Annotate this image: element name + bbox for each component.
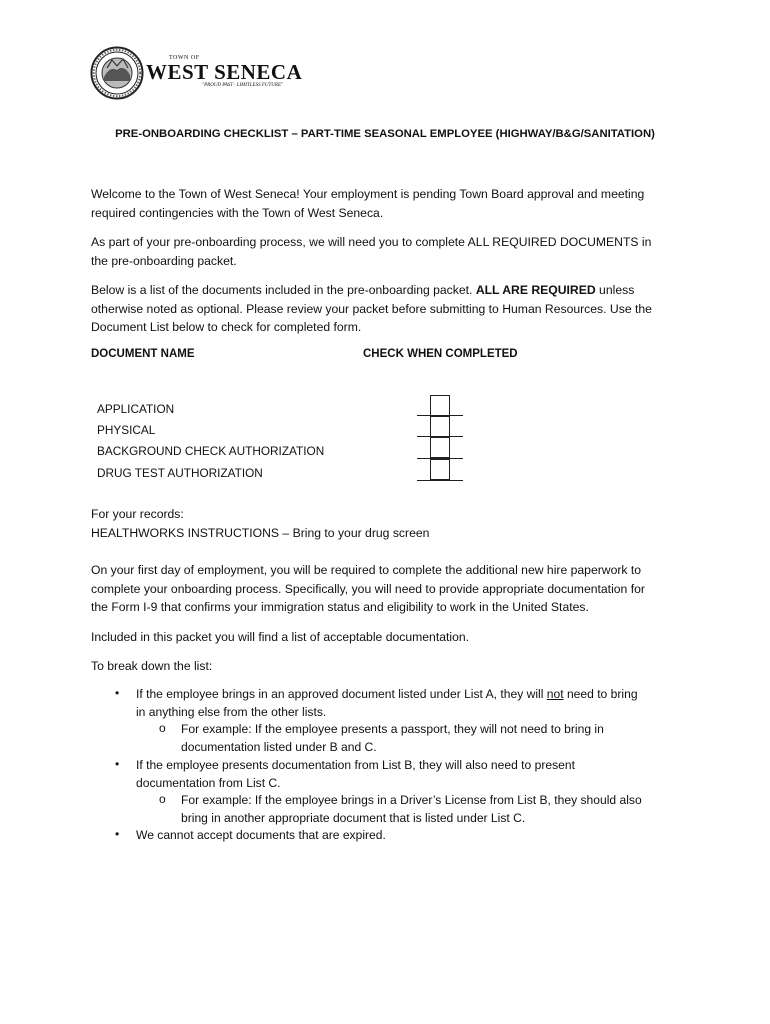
sub-bullet-marker: o bbox=[159, 792, 166, 806]
breakdown-intro: To break down the list: bbox=[91, 659, 213, 673]
document-title: PRE-ONBOARDING CHECKLIST – PART-TIME SEASONAL EMPLOYEE (HIGHWAY/B&G/SANITATION) bbox=[115, 128, 655, 140]
checkbox-background-check[interactable] bbox=[430, 437, 450, 458]
bullet-expired-documents: We cannot accept documents that are expired. bbox=[136, 828, 386, 842]
sub-bullet-drivers-license-example: For example: If the employee brings in a Driver’s License from List B, they should also bring in another appropriate document that is listed under List C. bbox=[181, 793, 642, 825]
all-required-emphasis: ALL ARE REQUIRED bbox=[475, 283, 596, 297]
checkbox-underline bbox=[417, 458, 463, 459]
sub-bullet-passport-example: For example: If the employee presents a passport, they will not need to bring in documentation listed under B and C. bbox=[181, 722, 604, 754]
welcome-line-2: required contingencies with the Town of West Seneca. bbox=[91, 205, 384, 220]
included-paragraph: Included in this packet you will find a list of acceptable documentation. bbox=[91, 630, 470, 644]
bullet-marker: • bbox=[115, 686, 120, 700]
sub-bullet-marker: o bbox=[159, 721, 166, 735]
first-day-paragraph bbox=[91, 561, 691, 617]
document-item-application: APPLICATION bbox=[97, 402, 175, 416]
preonboarding-paragraph bbox=[91, 233, 691, 270]
checkbox-physical[interactable] bbox=[430, 416, 450, 437]
document-item-drug-test: DRUG TEST AUTHORIZATION bbox=[97, 466, 263, 480]
first-day-line-3: the Form I-9 that confirms your immigration status and eligibility to work in the United States. bbox=[91, 600, 589, 614]
checkbox-underline bbox=[417, 480, 463, 481]
document-item-physical: PHYSICAL bbox=[97, 423, 156, 437]
preonboarding-line-1: As part of your pre-onboarding process, we will need you to complete ALL REQUIRED DOCUMENTS in bbox=[91, 235, 652, 249]
bullet-marker: • bbox=[115, 757, 120, 771]
logo-town-of: TOWN OF bbox=[169, 55, 200, 61]
first-day-line-2: complete your onboarding process. Specifically, you will need to provide appropriate documentation for bbox=[91, 581, 645, 596]
document-item-background-check: BACKGROUND CHECK AUTHORIZATION bbox=[97, 444, 325, 458]
checkbox-application[interactable] bbox=[430, 395, 450, 416]
not-emphasis: not bbox=[546, 687, 564, 701]
checkbox-underline bbox=[417, 415, 463, 416]
checkbox-drug-test[interactable] bbox=[430, 459, 450, 480]
bullet-list-a: If the employee brings in an approved document listed under List A, they will not need to bring in anything else from the other lists. bbox=[136, 687, 638, 719]
records-label: For your records: bbox=[91, 507, 184, 521]
checkbox-underline bbox=[417, 436, 463, 437]
documents-intro-line-1: Below is a list of the documents included in the pre-onboarding packet. ALL ARE REQUIRED unless bbox=[91, 283, 635, 297]
logo-tagline: "PROUD PAST · LIMITLESS FUTURE" bbox=[202, 83, 284, 88]
records-section bbox=[91, 505, 691, 542]
bullet-marker: • bbox=[115, 827, 120, 841]
preonboarding-line-2: the pre-onboarding packet. bbox=[91, 253, 237, 268]
logo-wordmark: WEST SENECA bbox=[146, 60, 303, 84]
bullet-list-b: If the employee presents documentation from List B, they will also need to present documentation from List C. bbox=[136, 758, 575, 790]
column-header-document-name: DOCUMENT NAME bbox=[91, 348, 195, 360]
town-seal-icon bbox=[90, 46, 144, 100]
records-item: HEALTHWORKS INSTRUCTIONS – Bring to your drug screen bbox=[91, 525, 430, 540]
column-header-check-when-completed: CHECK WHEN COMPLETED bbox=[363, 348, 518, 360]
documents-intro-line-2: otherwise noted as optional. Please review your packet before submitting to Human Resources. Use the bbox=[91, 301, 652, 316]
welcome-paragraph bbox=[91, 185, 691, 222]
welcome-line-1: Welcome to the Town of West Seneca! Your employment is pending Town Board approval and meeting bbox=[91, 187, 645, 201]
documents-intro-line-3: Document List below to check for completed form. bbox=[91, 320, 362, 334]
first-day-line-1: On your first day of employment, you will be required to complete the additional new hire paperwork to bbox=[91, 563, 642, 577]
documents-intro-paragraph bbox=[91, 281, 691, 337]
